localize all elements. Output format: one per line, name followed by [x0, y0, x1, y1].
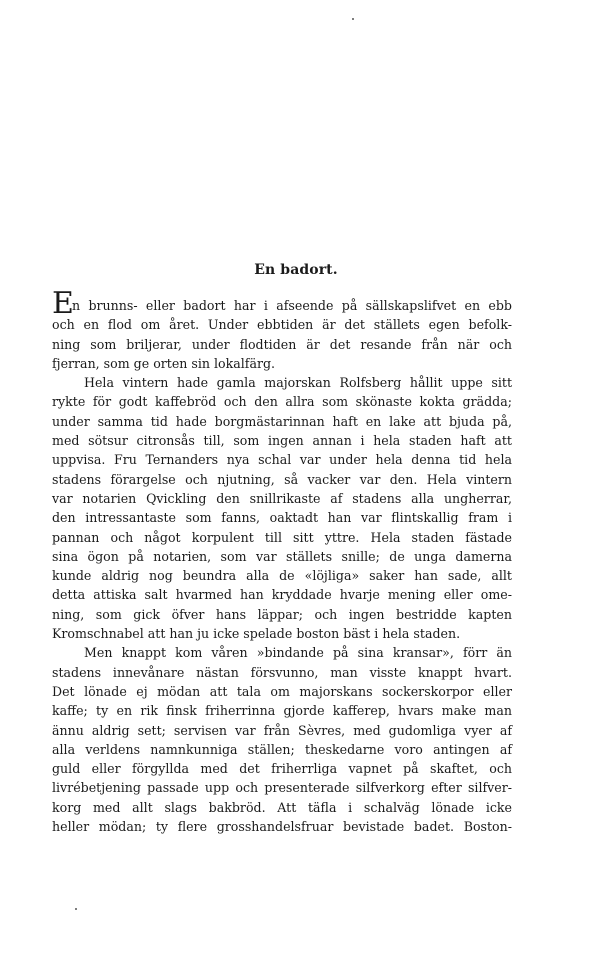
text-line-24: alla verldens namnkunniga ställen; theskedarne voro antingen af: [52, 741, 512, 757]
chapter-title: En badort.: [254, 262, 338, 278]
text-line-14: sina ögon på notarien, som var ställets snille; de unga damerna: [52, 548, 512, 564]
text-line-9: uppvisa. Fru Ternanders nya schal var under hela denna tid hela: [52, 452, 512, 468]
text-line-25: guld eller förgyllda med det friherrliga vapnet på skaftet, och: [52, 761, 512, 777]
text-line-21: Det lönade ej mödan att tala om majorskans sockerskorpor eller: [52, 683, 512, 699]
text-line-20: stadens innevånare nästan försvunno, man visste knappt hvart.: [52, 664, 512, 680]
text-line-16: detta attiska salt hvarmed han kryddade hvarje mening eller ome-: [52, 587, 512, 603]
text-line-11: var notarien Qvickling den snillrikaste af stadens alla ungherrar,: [52, 490, 512, 506]
text-line-4: fjerran, som ge orten sin lokalfärg.: [52, 355, 276, 371]
text-line-6: rykte för godt kaffebröd och den allra som skönaste kokta grädda;: [52, 394, 512, 410]
text-line-13: pannan och något korpulent till sitt yttre. Hela staden fästade: [52, 529, 512, 545]
text-line-23: ännu aldrig sett; servisen var från Sèvres, med gudomliga vyer af: [52, 722, 512, 738]
text-line-26: livrébetjening passade upp och presenterade silfverkorg efter silfver-: [52, 780, 512, 796]
text-line-2: och en flod om året. Under ebbtiden är det ställets egen befolk-: [52, 317, 512, 333]
text-line-8: med sötsur citronsås till, som ingen annan i hela staden haft att: [52, 433, 512, 449]
text-line-5: Hela vintern hade gamla majorskan Rolfsberg hållit uppe sitt: [84, 375, 512, 391]
text-line-1: [52, 286, 512, 321]
text-line-28: heller mödan; ty flere grosshandelsfruar bevistade badet. Boston-: [52, 819, 512, 835]
text-line-17: ning, som gick öfver hans läppar; och ingen bestridde kapten: [52, 606, 512, 622]
line-text: n brunns- eller badort har i afseende på sällskapslifvet en ebb: [72, 298, 512, 313]
text-line-22: kaffe; ty en rik finsk friherrinna gjorde kafferep, hvars make man: [52, 703, 512, 719]
text-line-27: korg med allt slags bakbröd. Att täfla i schalväg lönade icke: [52, 799, 512, 815]
drop-cap: E: [52, 286, 74, 321]
text-line-10: stadens förargelse och njutning, så vacker var den. Hela vintern: [52, 471, 512, 487]
text-line-18: Kromschnabel att han ju icke spelade boston bäst i hela staden.: [52, 626, 461, 642]
body-text: [52, 286, 512, 836]
text-line-15: kunde aldrig nog beundra alla de «löjliga» saker han sade, allt: [52, 568, 512, 584]
print-speck: [75, 908, 77, 910]
text-line-7: under samma tid hade borgmästarinnan haft en lake att bjuda på,: [52, 413, 512, 429]
text-line-19: Men knappt kom våren »bindande på sina kransar», förr än: [84, 645, 512, 661]
text-line-3: ning som briljerar, under flodtiden är det resande från när och: [52, 336, 512, 352]
print-speck: [352, 18, 354, 20]
text-line-12: den intressantaste som fanns, oaktadt han var flintskallig fram i: [52, 510, 512, 526]
